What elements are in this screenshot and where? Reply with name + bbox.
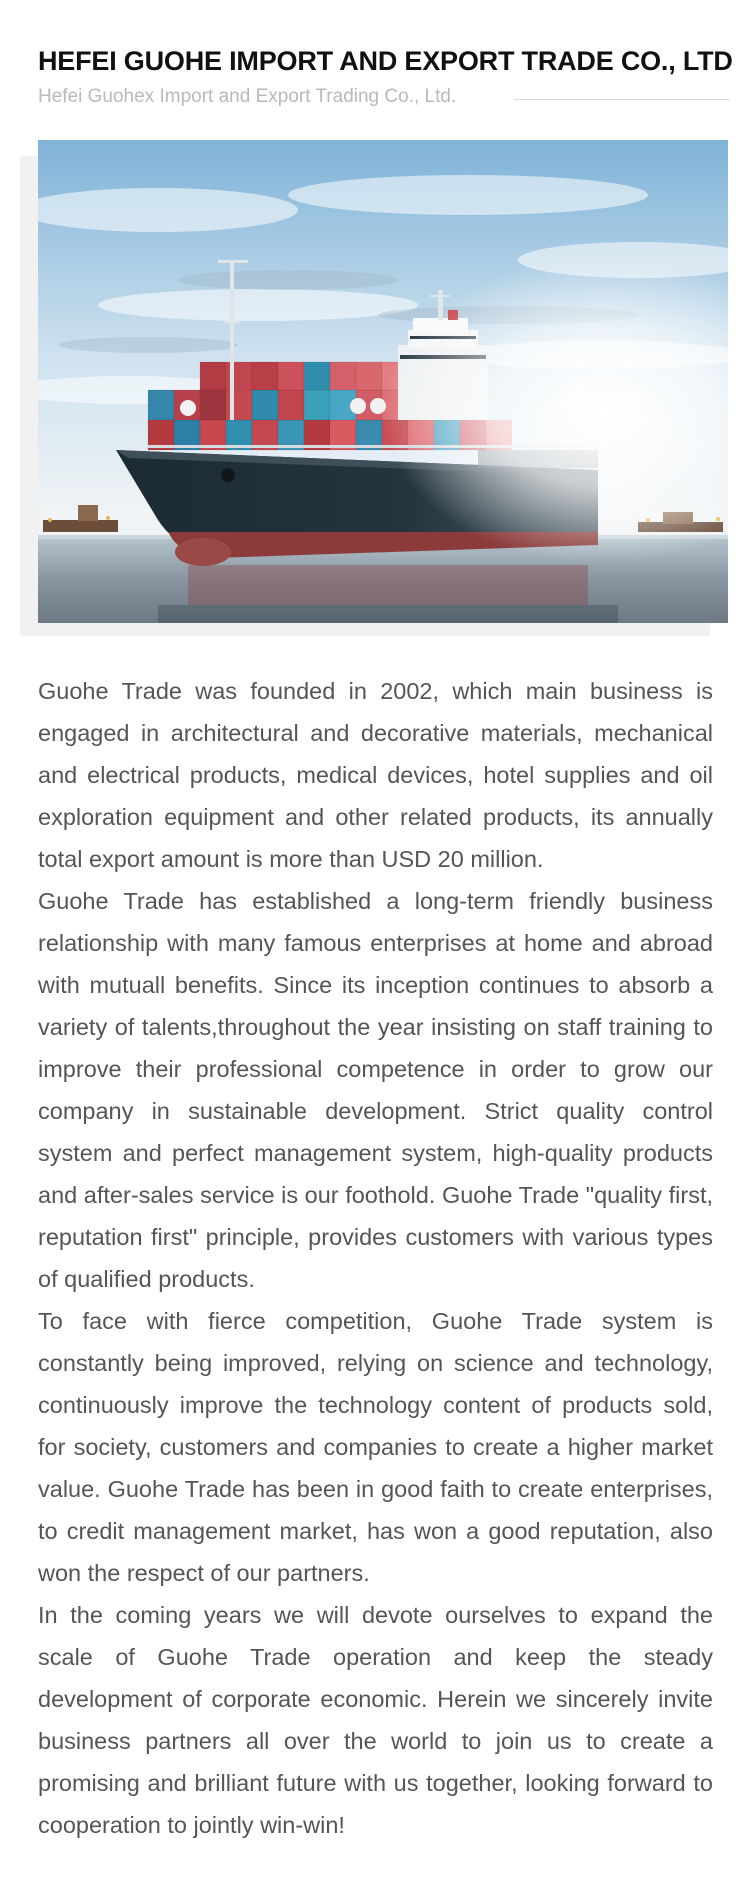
cargo-ship-photo [38, 140, 728, 623]
divider-line [514, 99, 730, 100]
paragraph-competition: To face with fierce competition, Guohe Trade system is constantly being improved, relying on science and technology, continuously improve the technology content of products sold, for society, customers and companies to create a higher market value. Guohe Trade has been in good faith to create enterprises, to credit management market, has won a good reputation, also won the respect of our partners. [38, 1308, 713, 1586]
photo-block [20, 156, 714, 636]
paragraph-founding: Guohe Trade was founded in 2002, which main business is engaged in architectural and decorative materials, mechanical and electrical products, medical devices, hotel supplies and oil exploration equipment and other related products, its annually total export amount is more than USD 20 million. [38, 678, 713, 872]
header [38, 44, 733, 110]
company-description [38, 670, 713, 1846]
page-subtitle: Hefei Guohex Import and Export Trading Co., Ltd. [38, 86, 457, 107]
cargo-ship-illustration [38, 140, 728, 623]
subtitle-row [38, 84, 718, 110]
paragraph-relationships: Guohe Trade has established a long-term friendly business relationship with many famous enterprises at home and abroad with mutuall benefits. Since its inception continues to absorb a variety of talents,throughout the year insisting on staff training to improve their professional competence in order to grow our company in sustainable development. Strict quality control system and perfect management system, high-quality products and after-sales service is our foothold. Guohe Trade "quality first, reputation first" principle, provides customers with various types of qualified products. [38, 888, 713, 1292]
page-title: HEFEI GUOHE IMPORT AND EXPORT TRADE CO., LTD [38, 46, 733, 76]
paragraph-future: In the coming years we will devote ourselves to expand the scale of Guohe Trade operation and keep the steady development of corporate economic. Herein we sincerely invite business partners all over the world to join us to create a promising and brilliant future with us together, looking forward to cooperation to jointly win-win! [38, 1602, 713, 1838]
